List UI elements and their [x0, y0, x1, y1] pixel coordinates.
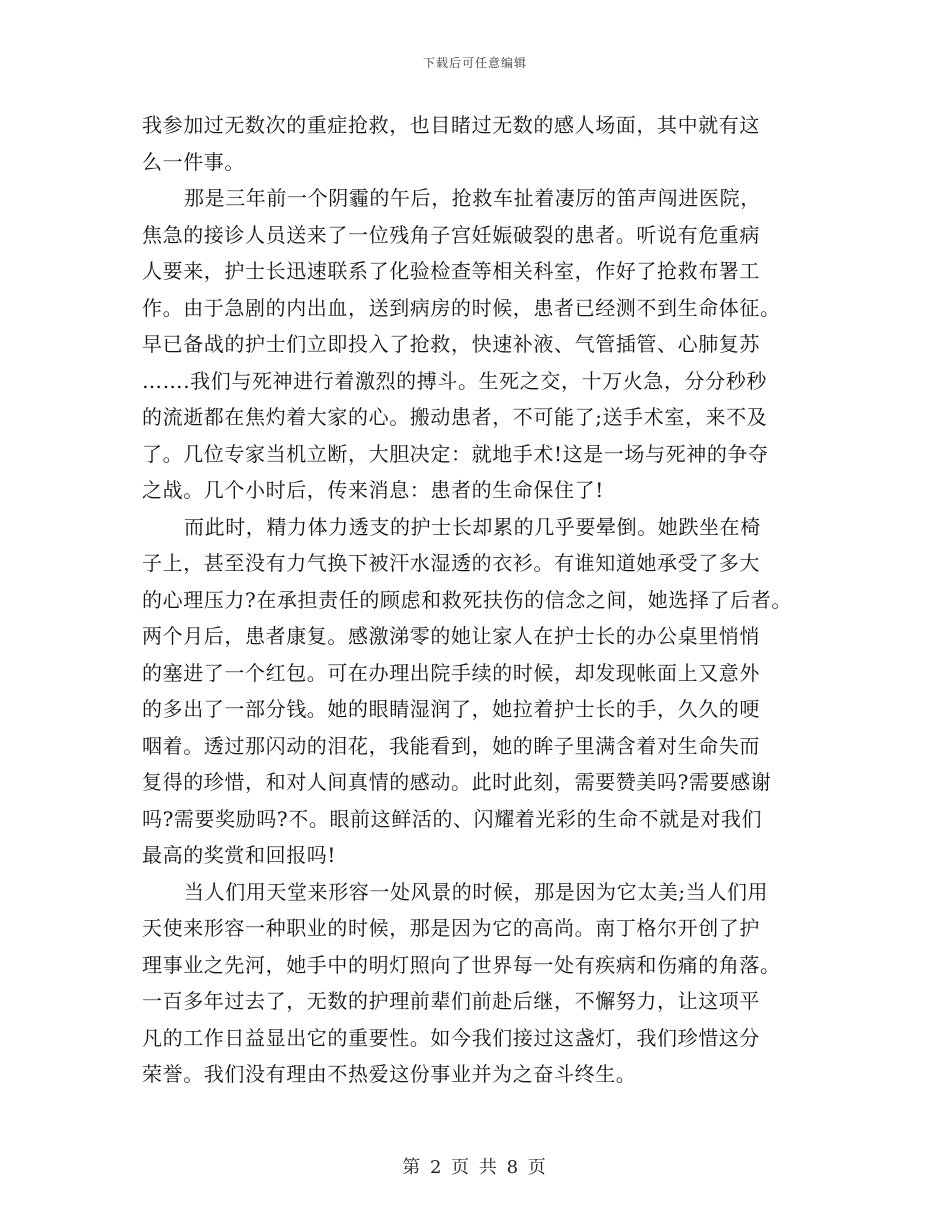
- text-line: 理事业之先河，她手中的明灯照向了世界每一处有疾病和伤痛的角落。: [142, 952, 781, 977]
- text-line: 而此时，精力体力透支的护士长却累的几乎要晕倒。她跌坐在椅: [184, 514, 761, 539]
- text-line: …….我们与死神进行着激烈的搏斗。生死之交，十万火急，分分秒秒: [142, 368, 767, 393]
- text-line: 的心理压力?在承担责任的顾虑和救死扶伤的信念之间，她选择了后者。: [142, 587, 792, 612]
- text-line: 荣誉。我们没有理由不热爱这份事业并为之奋斗终生。: [142, 1062, 637, 1086]
- text-line: 两个月后，患者康复。感激涕零的她让家人在护士长的办公桌里悄悄: [142, 624, 760, 648]
- page-header-note: 下载后可任意编辑: [422, 56, 527, 70]
- page-number: 第 2 页 共 8 页: [402, 1157, 548, 1178]
- text-line: 作。由于急剧的内出血，送到病房的时候，患者已经测不到生命体征。: [142, 295, 781, 320]
- text-line: 当人们用天堂来形容一处风景的时候，那是因为它太美;当人们用: [184, 879, 769, 904]
- text-line: 最高的奖赏和回报吗!: [142, 843, 337, 867]
- text-line: 的流逝都在焦灼着大家的心。搬动患者，不可能了;送手术室，来不及: [142, 405, 768, 429]
- text-line: 的多出了一部分钱。她的眼睛湿润了，她拉着护士长的手，久久的哽: [142, 697, 760, 721]
- text-line: 天使来形容一种职业的时候，那是因为它的高尚。南丁格尔开创了护: [142, 916, 760, 940]
- text-line: 么一件事。: [142, 149, 245, 174]
- text-line: 早已备战的护士们立即投入了抢救，快速补液、气管插管、心肺复苏: [142, 332, 760, 356]
- text-line: 凡的工作日益显出它的重要性。如今我们接过这盏灯，我们珍惜这分: [142, 1025, 760, 1050]
- document-body: [142, 107, 822, 1093]
- text-line: 人要来，护士长迅速联系了化验检查等相关科室，作好了抢救布署工: [142, 259, 760, 283]
- text-line: 我参加过无数次的重症抢救，也目睹过无数的感人场面，其中就有这: [142, 113, 760, 137]
- text-line: 焦急的接诊人员送来了一位残角子宫妊娠破裂的患者。听说有危重病: [142, 222, 760, 247]
- text-line: 子上，甚至没有力气换下被汗水湿透的衣衫。有谁知道她承受了多大: [142, 551, 760, 575]
- text-line: 一百多年过去了，无数的护理前辈们前赴后继，不懈努力，让这项平: [142, 989, 760, 1013]
- text-line: 吗?需要奖励吗?不。眼前这鲜活的、闪耀着光彩的生命不就是对我们: [142, 806, 763, 831]
- text-line: 那是三年前一个阴霾的午后，抢救车扯着凄厉的笛声闯进医院，: [184, 186, 761, 210]
- text-line: 的塞进了一个红包。可在办理出院手续的时候，却发现帐面上又意外: [142, 660, 760, 685]
- text-line: 之战。几个小时后，传来消息：患者的生命保住了!: [142, 478, 604, 502]
- text-line: 复得的珍惜，和对人间真情的感动。此时此刻，需要赞美吗?需要感谢: [142, 770, 772, 794]
- text-line: 了。几位专家当机立断，大胆决定：就地手术!这是一场与死神的争夺: [142, 441, 769, 466]
- text-line: 咽着。透过那闪动的泪花，我能看到，她的眸子里满含着对生命失而: [142, 733, 760, 758]
